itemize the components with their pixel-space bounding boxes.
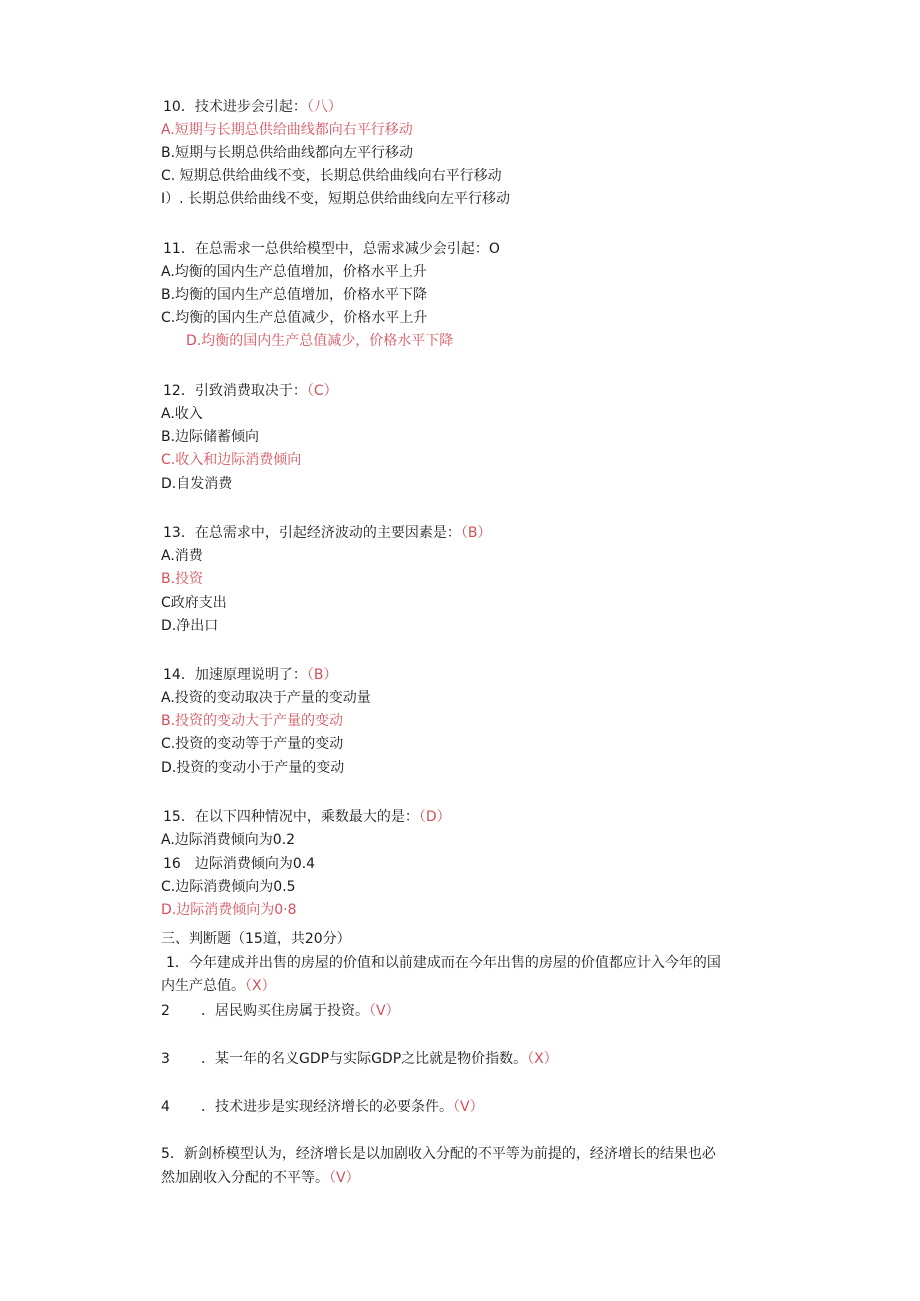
question-12-stem: 12．引致消费取决于：（C） xyxy=(163,383,338,399)
answer-mark: （V） xyxy=(329,1170,360,1186)
answer-mark: （X） xyxy=(245,978,276,994)
judge-1-line-2: 内生产总值。（X） xyxy=(161,978,276,994)
question-number: 10 xyxy=(163,99,181,115)
question-15-option-a: A.边际消费倾向为0.2 xyxy=(161,832,296,848)
question-10-option-c: C. 短期总供给曲线不变，长期总供给曲线向右平行移动 xyxy=(161,168,502,184)
judge-2: 2 ．居民购买住房属于投资。（V） xyxy=(161,1003,400,1019)
question-12-option-b: B.边际储蓄倾向 xyxy=(161,429,260,445)
question-11-option-d: D.均衡的国内生产总值减少，价格水平下降 xyxy=(186,333,454,349)
question-15-option-d: D.边际消费倾向为0·8 xyxy=(161,902,297,918)
answer-mark: （八） xyxy=(306,99,342,115)
question-number: 1 xyxy=(166,955,175,971)
question-15-option-b: 16 边际消费倾向为0.4 xyxy=(163,856,316,872)
question-15-option-c: C.边际消费倾向为0.5 xyxy=(161,879,296,895)
question-number: 13 xyxy=(163,525,181,541)
question-13-option-a: A.消费 xyxy=(161,548,203,564)
question-15-stem: 15．在以下四种情况中，乘数最大的是：（D） xyxy=(163,809,451,825)
answer-mark: （X） xyxy=(527,1051,558,1067)
question-13-stem: 13．在总需求中，引起经济波动的主要因素是：（B） xyxy=(163,525,492,541)
question-13-option-d: D.净出口 xyxy=(161,618,219,634)
question-14-option-d: D.投资的变动小于产量的变动 xyxy=(161,760,345,776)
question-14-stem: 14．加速原理说明了：（B） xyxy=(163,667,338,683)
question-number: 12 xyxy=(163,383,181,399)
question-10-option-d: I）. 长期总供给曲线不变，短期总供给曲线向左平行移动 xyxy=(161,191,511,207)
question-13-option-b: B.投资 xyxy=(161,571,204,587)
question-number: 2 xyxy=(161,1003,170,1019)
section-title: 三、判断题（15道，共20分） xyxy=(161,931,351,947)
question-14-option-b: B.投资的变动大于产量的变动 xyxy=(161,713,344,729)
question-number: 5 xyxy=(161,1146,170,1162)
question-13-option-c: C政府支出 xyxy=(161,595,227,611)
question-number: 11 xyxy=(163,241,181,257)
answer-mark: （D） xyxy=(418,809,451,825)
question-number: 4 xyxy=(161,1099,170,1115)
answer-mark: （B） xyxy=(460,525,492,541)
answer-mark: （V） xyxy=(369,1003,400,1019)
judge-3: 3 ．某一年的名义GDP与实际GDP之比就是物价指数。（X） xyxy=(161,1051,558,1067)
question-12-option-d: D.自发消费 xyxy=(161,476,233,492)
question-number: 14 xyxy=(163,667,181,683)
judge-5-line-1: 5．新剑桥模型认为，经济增长是以加剧收入分配的不平等为前提的，经济增长的结果也必 xyxy=(161,1146,716,1162)
question-number: 3 xyxy=(161,1051,170,1067)
answer-mark: （V） xyxy=(453,1099,484,1115)
question-10-stem: 10．技术进步会引起：（八） xyxy=(163,99,342,115)
question-10-option-a: A.短期与长期总供给曲线都向右平行移动 xyxy=(161,122,413,138)
judge-1-line-1: 1．今年建成并出售的房屋的价值和以前建成而在今年出售的房屋的价值都应计入今年的国 xyxy=(166,955,721,971)
question-11-option-b: B.均衡的国内生产总值增加，价格水平下降 xyxy=(161,287,428,303)
question-12-option-c: C.收入和边际消费倾向 xyxy=(161,452,302,468)
judge-4: 4 ．技术进步是实现经济增长的必要条件。（V） xyxy=(161,1099,484,1115)
question-11-option-a: A.均衡的国内生产总值增加，价格水平上升 xyxy=(161,264,427,280)
answer-mark: （B） xyxy=(306,667,338,683)
question-11-stem: 11．在总需求一总供给模型中，总需求减少会引起：O xyxy=(163,241,500,257)
question-14-option-c: C.投资的变动等于产量的变动 xyxy=(161,736,344,752)
question-11-option-c: C.均衡的国内生产总值减少，价格水平上升 xyxy=(161,310,428,326)
question-14-option-a: A.投资的变动取决于产量的变动量 xyxy=(161,690,371,706)
answer-mark: （C） xyxy=(306,383,338,399)
question-number: 15 xyxy=(163,809,181,825)
question-10-option-b: B.短期与长期总供给曲线都向左平行移动 xyxy=(161,145,414,161)
question-12-option-a: A.收入 xyxy=(161,406,203,422)
judge-5-line-2: 然加剧收入分配的不平等。（V） xyxy=(161,1170,360,1186)
